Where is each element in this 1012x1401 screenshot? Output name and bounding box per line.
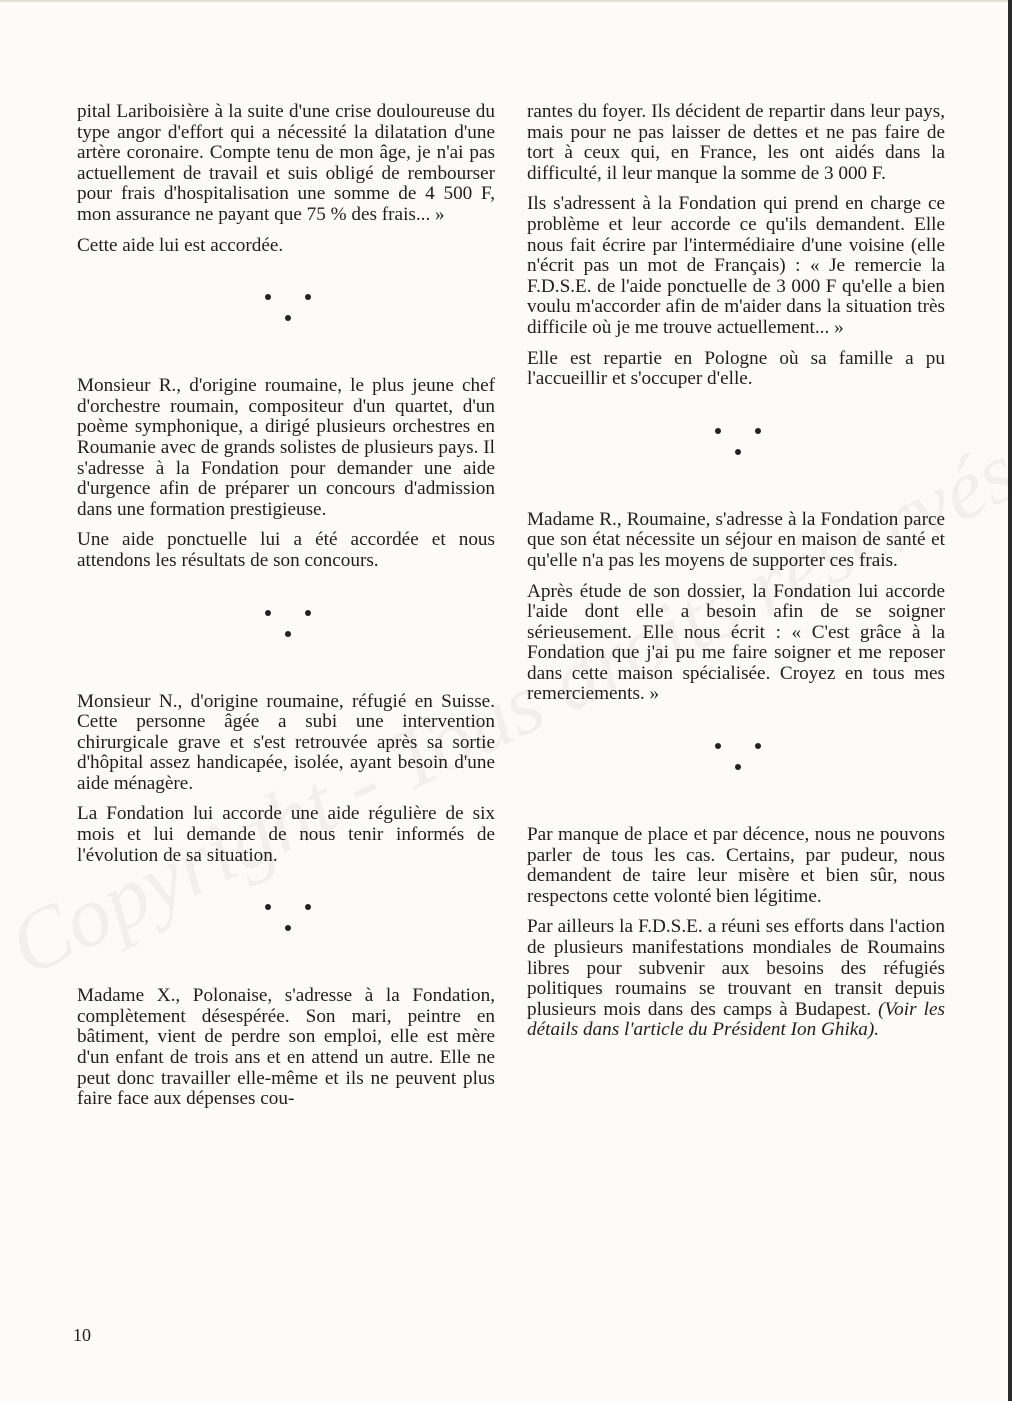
paragraph: Elle est repartie en Pologne où sa famille a pu l'accueillir et s'occuper d'elle.: [527, 347, 945, 390]
paragraph: Madame R., Roumaine, s'adresse à la Fondation parce que son état nécessite un séjour en maison de santé et qu'elle n'a pas les moyens de supporter ces frais.: [527, 508, 945, 571]
paragraph: Une aide ponctuelle lui a été accordée et nous attendons les résultats de son concours.: [77, 529, 495, 571]
section-separator: [527, 733, 945, 803]
paragraph: Par manque de place et par décence, nous ne pouvons parler de tous les cas. Certains, par pudeur, nous demandent de taire leur misère et bien sûr, nous respectons cette volonté bien légitime.: [527, 824, 945, 907]
right-column: [527, 102, 945, 1051]
separator-dot: [755, 428, 761, 434]
closing-paragraph: [527, 917, 945, 1041]
scan-right-edge: [1008, 0, 1012, 1401]
section-separator: [527, 418, 945, 488]
separator-dot: [285, 631, 291, 637]
paragraph: Après étude de son dossier, la Fondation lui accorde l'aide dont elle a besoin afin de se soigner sérieusement. Elle nous écrit : « C'est grâce à la Fondation que j'ai pu me faire soigner et me reposer dans cette maison spécialisée. Croyez en tous mes remerciements. »: [527, 580, 945, 705]
paragraph: Monsieur N., d'origine roumaine, réfugié en Suisse. Cette personne âgée a subi une intervention chirurgicale grave et s'est retrouvée après sa sortie d'hôpital assez handicapée, isolée, ayant besoin d'une aide ménagère.: [77, 690, 495, 794]
separator-dot: [755, 743, 761, 749]
left-column: [77, 102, 495, 1120]
separator-dot: [285, 925, 291, 931]
closing-text: Par ailleurs la F.D.S.E. a réuni ses efforts dans l'action de plusieurs manifestations mondiales de Roumains libres pour subvenir aux besoins des réfugiés politiques roumains se trouvant en transit depuis plusieurs mois dans des camps à Budapest.: [527, 916, 945, 1020]
separator-dot: [735, 764, 741, 770]
separator-dot: [285, 315, 291, 321]
section-separator: [77, 284, 495, 354]
separator-dot: [305, 610, 311, 616]
paragraph: Cette aide lui est accordée.: [77, 234, 284, 256]
reference-note: (Voir les détails dans l'article du Président Ion Ghika).: [527, 998, 945, 1041]
scan-top-edge: [0, 0, 1012, 2]
separator-dot: [305, 294, 311, 300]
separator-dot: [715, 428, 721, 434]
separator-dot: [715, 743, 721, 749]
page-number: 10: [73, 1325, 91, 1345]
separator-dot: [305, 904, 311, 910]
paragraph: Monsieur R., d'origine roumaine, le plus jeune chef d'orchestre roumain, compositeur d'un quartet, d'un poème symphonique, a dirigé plusieurs orchestres en Roumanie avec de grands solistes de plusieurs pays. Il s'adresse à la Fondation pour demander une aide d'urgence afin de préparer un concours d'admission dans une formation prestigieuse.: [77, 375, 495, 520]
section-separator: [77, 894, 495, 964]
separator-dot: [735, 449, 741, 455]
paragraph: pital Lariboisière à la suite d'une crise douloureuse du type angor d'effort qui a nécessité la dilatation d'une artère coronaire. Compte tenu de mon âge, je n'ai pas actuellement de travail et suis obligé de rembourser pour frais d'hospitalisation une somme de 4 500 F, mon assurance ne payant que 75 % des frais... »: [77, 101, 495, 225]
section-separator: [77, 600, 495, 670]
separator-dot: [265, 904, 271, 910]
paragraph: rantes du foyer. Ils décident de repartir dans leur pays, mais pour ne pas laisser de dettes et ne pas faire de tort à ceux qui, en France, les ont aidés dans la difficulté, il leur manque la somme de 3 000 F.: [527, 101, 945, 184]
paragraph: Madame X., Polonaise, s'adresse à la Fondation, complètement désespérée. Son mari, peintre en bâtiment, vient de perdre son emploi, elle est mère d'un enfant de trois ans et en attend un autre. Elle ne peut donc travailler elle-même et ils ne peuvent plus faire face aux dépenses cou-: [77, 985, 495, 1110]
separator-dot: [265, 294, 271, 300]
paragraph: La Fondation lui accorde une aide régulière de six mois et lui demande de nous tenir informés de l'évolution de sa situation.: [77, 803, 495, 866]
separator-dot: [265, 610, 271, 616]
paragraph: Ils s'adressent à la Fondation qui prend en charge ce problème et leur accorde ce qu'ils demandent. Elle nous fait écrire par l'intermédiaire d'une voisine (elle n'écrit pas un mot de Français) : « Je remercie la F.D.S.E. de l'aide ponctuelle de 3 000 F qu'elle a bien voulu m'accorder afin de m'aider dans la situation très difficile où je me trouve actuellement... »: [527, 193, 945, 338]
